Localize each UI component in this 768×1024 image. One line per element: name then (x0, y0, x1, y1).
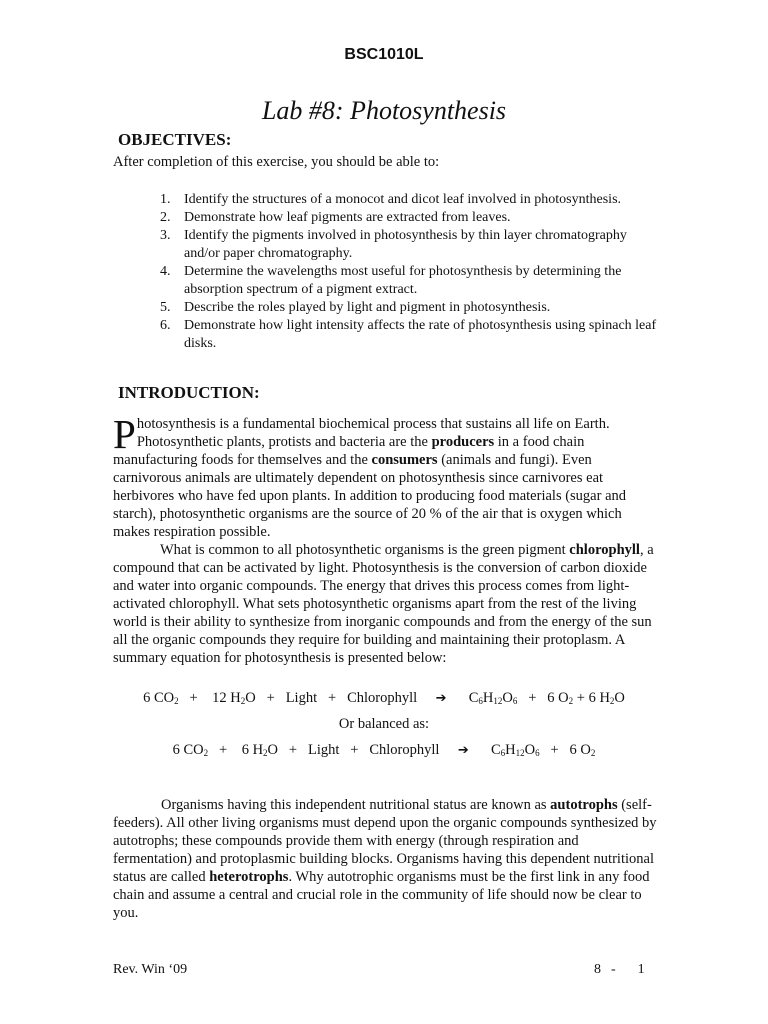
page-index: 1 (637, 962, 645, 977)
objectives-lead: After completion of this exercise, you should be able to: (113, 154, 440, 170)
list-item-text: Demonstrate how leaf pigments are extracted from leaves. (184, 210, 511, 225)
list-item-number: 4. (160, 264, 171, 279)
term-producers: producers (431, 434, 495, 450)
paragraph-text: What is common to all photosynthetic organisms is the green pigment (160, 542, 570, 558)
term-chlorophyll: chlorophyll (569, 542, 640, 558)
paragraph-text: Organisms having this independent nutritional status are known as (161, 797, 551, 813)
list-item-number: 5. (160, 300, 171, 315)
list-item-text: Identify the structures of a monocot and dicot leaf involved in photosynthesis. (184, 192, 622, 207)
list-item-text: Describe the roles played by light and pigment in photosynthesis. (184, 300, 551, 315)
intro-paragraph-2 (113, 541, 658, 667)
list-item (160, 191, 660, 209)
list-item-number: 1. (160, 192, 171, 207)
objectives-list (160, 191, 660, 353)
arrow-icon: ➔ (457, 743, 469, 758)
intro-paragraph-1 (113, 411, 658, 541)
page-separator: - (611, 962, 616, 977)
list-item (160, 299, 660, 317)
paragraph-text: . Why autotrophic organisms must be the first link in any food chain and assume a central and crucial role in the community of life should now be clear to you. (113, 869, 650, 921)
list-item-text: Determine the wavelengths most useful for photosynthesis by determining the absorption spectrum of a pigment extract. (184, 264, 622, 297)
paragraph-text: (animals and fungi). Even carnivorous animals are ultimately dependent on photosynthesis since carnivores eat herbivores who have fed upon plants. In addition to producing food materials (sugar and starch), photosynthetic organisms are the source of 20 % of the air that is oxygen which makes respiration possible. (113, 452, 627, 540)
arrow-icon: ➔ (435, 691, 447, 706)
page-number (594, 962, 645, 978)
paragraph-text: (self-feeders). All other living organisms must depend upon the organic compounds synthesized by autotrophs; these compounds provide them with energy (through respiration and fermentation) and protoplasmic building blocks. Organisms having this dependent nutritional status are called (113, 797, 657, 885)
course-code: BSC1010L (344, 46, 424, 63)
revision-note: Rev. Win ‘09 (113, 962, 188, 977)
chapter-number: 8 (594, 962, 601, 977)
list-item-number: 2. (160, 210, 171, 225)
photosynthesis-equation: 6 $CO_2$ + 12 $H_2O$ + Light + Chlorophyll ➔ $C_6H_{12}O_6$ + 6 $O_2 + 6$ $H_2O$ (143, 690, 625, 706)
intro-paragraph-3 (113, 796, 658, 922)
list-item-number: 3. (160, 228, 171, 243)
list-item (160, 317, 660, 353)
list-item (160, 263, 660, 299)
paragraph-text: hotosynthesis is a fundamental biochemical process that sustains all life on Earth. Photosynthetic plants, protists and bacteria are the (136, 416, 610, 450)
term-autotrophs: autotrophs (550, 797, 618, 813)
balanced-label: Or balanced as: (338, 716, 430, 732)
drop-cap: P (113, 411, 136, 457)
list-item-text: Demonstrate how light intensity affects the rate of photosynthesis using spinach leaf disks. (184, 318, 657, 351)
lab-title: Lab #8: Photosynthesis (261, 96, 507, 125)
term-consumers: consumers (371, 452, 438, 468)
list-item (160, 209, 660, 227)
paragraph-text: , a compound that can be activated by light. Photosynthesis is the conversion of carbon dioxide and water into organic compounds. The energy that drives this process comes from light-activated chlorophyll. What sets photosynthetic organisms apart from the rest of the living world is their ability to synthesize from inorganic compounds and from the energy of the sun all the organic compounds they require for building and maintaining their protoplasm. A summary equation for photosynthesis is presented below: (113, 542, 654, 666)
list-item-text: Identify the pigments involved in photosynthesis by thin layer chromatography and/or paper chromatography. (184, 228, 627, 261)
objectives-heading: OBJECTIVES: (118, 130, 232, 149)
term-heterotrophs: heterotrophs (209, 869, 289, 885)
list-item (160, 227, 660, 263)
balanced-equation: 6 $CO_2$ + 6 $H_2O$ + Light + Chlorophyll ➔ $C_6H_{12}O_6$ + 6 $O_2$ (172, 742, 596, 758)
introduction-heading: INTRODUCTION: (118, 383, 260, 402)
list-item-number: 6. (160, 318, 171, 333)
paragraph-text: in a food chain manufacturing foods for themselves and the (113, 434, 585, 468)
